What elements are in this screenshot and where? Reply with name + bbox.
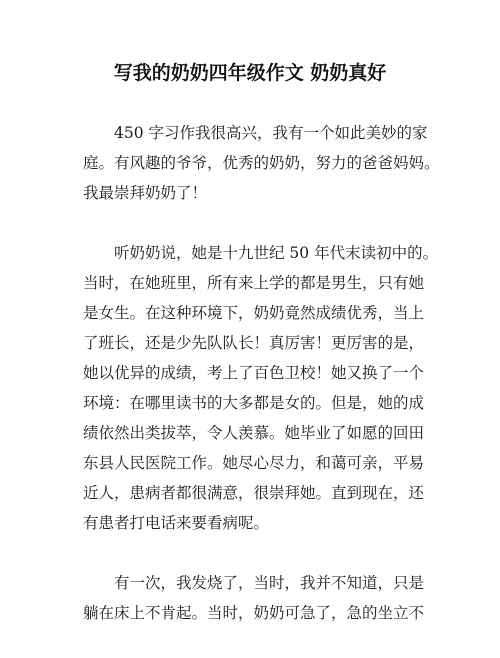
text-line: 有一次，我发烧了，当时，我并不知道，只是 [114, 574, 425, 592]
text-line: 近人，患病者都很满意，很崇拜她。直到现在，还 [83, 484, 425, 502]
article-title: 写我的奶奶四年级作文 奶奶真好 [113, 62, 387, 84]
text-line: 是女生。在这种环境下，奶奶竟然成绩优秀，当上 [83, 304, 425, 322]
text-line: 绩依然出类拔萃，令人羡慕。她毕业了如愿的回田 [83, 424, 425, 442]
text-line: 她以优异的成绩，考上了百色卫校！她又换了一个 [83, 364, 425, 382]
text-line: 当时，在她班里，所有来上学的都是男生，只有她 [83, 274, 425, 292]
text-line: 庭。有风趣的爷爷，优秀的奶奶，努力的爸爸妈妈。 [83, 154, 440, 172]
text-line: 东县人民医院工作。她尽心尽力，和蔼可亲，平易 [83, 454, 425, 472]
text-line: 450 字习作我很高兴，我有一个如此美妙的家 [114, 124, 428, 142]
paragraph-2 [83, 238, 439, 538]
paragraph-3 [83, 568, 423, 628]
text-line: 了班长，还是少先队队长！真厉害！更厉害的是， [83, 334, 425, 352]
text-line: 环境：在哪里读书的大多都是女的。但是，她的成 [83, 394, 425, 412]
article-body [83, 118, 440, 658]
text-line: 听奶奶说，她是十九世纪 50 年代末读初中的。 [114, 244, 439, 262]
text-line: 我最崇拜奶奶了！ [83, 184, 208, 202]
paragraph-1 [83, 118, 440, 208]
text-line: 有患者打电话来要看病呢。 [83, 514, 270, 532]
text-line: 躺在床上不肯起。当时，奶奶可急了，急的坐立不 [83, 604, 425, 622]
